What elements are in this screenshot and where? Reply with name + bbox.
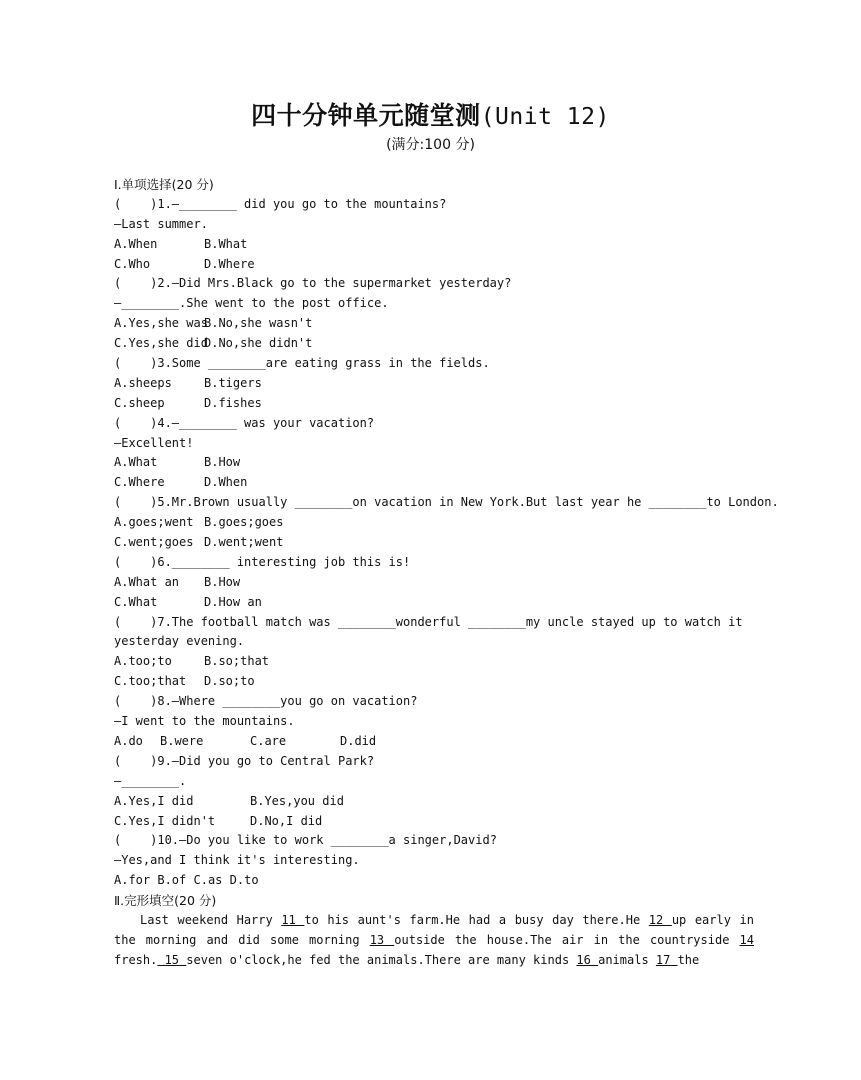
question-10 — [114, 831, 754, 851]
cloze-blank-11: 11 — [281, 912, 305, 927]
title-unit: (Unit 12) — [480, 104, 610, 130]
option-d: D.went;went — [204, 535, 284, 550]
question-number: ( )6. — [114, 554, 172, 569]
cloze-blank-13: 13 — [369, 932, 395, 947]
options-row — [114, 394, 754, 414]
reply-text: .She went to the post office. — [179, 296, 389, 311]
option-b: B.so;that — [204, 654, 270, 669]
option-d: D.so;to — [204, 674, 255, 689]
option-b: B.of — [157, 873, 187, 888]
question-5 — [114, 493, 779, 513]
options-row — [114, 374, 754, 394]
option-c: C.Yes,I didn't — [114, 813, 216, 828]
options-row — [114, 235, 754, 255]
options-row — [114, 593, 754, 613]
option-b: B.Yes,you did — [250, 793, 344, 808]
option-a: A.for — [114, 873, 151, 888]
page-subtitle: (满分:100 分) — [386, 137, 475, 153]
cloze-blank-17: 17 — [655, 952, 678, 967]
option-d: D.Where — [204, 256, 255, 271]
option-a: A.do — [114, 733, 143, 748]
passage-text: animals — [598, 952, 656, 967]
options-row — [114, 255, 754, 275]
option-d: D.How an — [204, 594, 262, 609]
options-row — [114, 513, 754, 533]
passage-text: to his aunt's farm.He had a busy day there.He — [304, 912, 649, 927]
option-d: D.to — [229, 873, 259, 888]
options-row — [114, 672, 754, 692]
passage-text: Last weekend Harry — [140, 912, 282, 927]
answer-blank: ________ — [337, 614, 396, 629]
options-row — [114, 314, 754, 334]
question-2: ( )2.—Did Mrs.Black go to the supermarket yesterday? — [114, 276, 512, 291]
option-c: C.are — [250, 733, 287, 748]
answer-blank: ________ — [294, 495, 353, 510]
options-row — [114, 473, 754, 493]
question-text: was your vacation? — [236, 415, 375, 430]
options-row — [114, 453, 754, 473]
answer-blank: ________ — [179, 196, 237, 211]
reply-line — [114, 294, 754, 314]
passage-text: fresh. — [114, 952, 158, 967]
reply-dash: — — [114, 296, 122, 311]
answer-blank: ________ — [468, 614, 526, 629]
reply-dash: — — [114, 773, 122, 788]
option-b: B.What — [204, 236, 248, 251]
option-c: C.Yes,she did — [114, 336, 208, 351]
question-text: on vacation in New York.But last year he — [352, 495, 649, 510]
reply-line: —I went to the mountains. — [114, 714, 295, 729]
page-title — [0, 96, 861, 132]
answer-blank: ________ — [330, 833, 389, 848]
question-number: ( )8.—Where — [114, 694, 223, 709]
option-a: A.Yes,she was — [114, 316, 208, 331]
options-row — [114, 812, 754, 832]
section-heading: Ⅱ.完形填空(20 分) — [114, 893, 217, 909]
answer-blank: ________ — [171, 554, 230, 569]
options-row — [114, 652, 754, 672]
option-d: D.fishes — [204, 395, 262, 410]
question-content — [114, 175, 779, 971]
question-text: my uncle stayed up to watch it — [525, 614, 743, 629]
answer-blank: ________ — [179, 415, 237, 430]
option-b: B.No,she wasn't — [204, 316, 313, 331]
passage-text: outside the house.The air in the countryside — [394, 932, 740, 947]
question-text: did you go to the mountains? — [236, 196, 447, 211]
option-a: A.What an — [114, 574, 180, 589]
option-a: A.sheeps — [114, 375, 172, 390]
question-number: ( )10.—Do you like to work — [114, 833, 331, 848]
cloze-blank-15: 15 — [157, 952, 187, 967]
question-7 — [114, 613, 754, 633]
option-c: C.too;that — [114, 674, 187, 689]
option-d: D.did — [340, 733, 377, 748]
answer-blank: ________ — [207, 356, 266, 371]
option-c: C.Where — [114, 475, 165, 490]
reply-text: . — [179, 773, 187, 788]
question-9: ( )9.—Did you go to Central Park? — [114, 753, 375, 768]
question-continuation: yesterday evening. — [114, 634, 245, 649]
question-1 — [114, 195, 754, 215]
option-b: B.goes;goes — [204, 515, 284, 530]
passage-text: seven o'clock,he fed the animals.There are many kinds — [186, 952, 577, 967]
reply-line — [114, 772, 754, 792]
option-b: B.were — [160, 733, 204, 748]
question-4 — [114, 414, 754, 434]
answer-blank: ________ — [121, 296, 180, 311]
question-number: ( )4.— — [114, 415, 180, 430]
option-c: C.What — [114, 594, 158, 609]
option-d: D.No,I did — [250, 813, 323, 828]
options-row — [114, 732, 754, 752]
option-a: A.What — [114, 455, 158, 470]
question-text: interesting job this is! — [229, 554, 411, 569]
question-number: ( )5.Mr.Brown usually — [114, 495, 295, 510]
option-b: B.How — [204, 574, 241, 589]
answer-blank: ________ — [222, 694, 281, 709]
question-text: a singer,David? — [388, 833, 497, 848]
option-d: D.When — [204, 475, 248, 490]
question-number: ( )1.— — [114, 196, 180, 211]
cloze-passage — [114, 911, 754, 971]
option-a: A.too;to — [114, 654, 172, 669]
answer-blank: ________ — [648, 495, 707, 510]
section-heading: Ⅰ.单项选择(20 分) — [114, 177, 214, 192]
cloze-blank-14: 14 — [739, 932, 754, 947]
cloze-blank-12: 12 — [648, 912, 672, 927]
question-text: you go on vacation? — [280, 694, 418, 709]
option-a: A.When — [114, 236, 158, 251]
question-text: are eating grass in the fields. — [265, 356, 490, 371]
option-a: A.goes;went — [114, 515, 194, 530]
reply-line: —Yes,and I think it's interesting. — [114, 853, 360, 868]
option-b: B.tigers — [204, 375, 262, 390]
option-c: C.sheep — [114, 395, 165, 410]
options-row — [114, 871, 754, 891]
option-c: C.Who — [114, 256, 151, 271]
cloze-blank-16: 16 — [576, 952, 599, 967]
option-b: B.How — [204, 455, 241, 470]
question-number: ( )7.The football match was — [114, 614, 338, 629]
options-row — [114, 334, 754, 354]
options-row — [114, 573, 754, 593]
options-row — [114, 533, 754, 553]
question-8 — [114, 692, 754, 712]
reply-line: —Excellent! — [114, 435, 194, 450]
question-text: to London. — [706, 495, 779, 510]
option-c: C.as — [193, 873, 223, 888]
question-text: wonderful — [395, 614, 469, 629]
option-c: C.went;goes — [114, 535, 194, 550]
option-a: A.Yes,I did — [114, 793, 194, 808]
passage-text: up early in the morning and did some morning — [114, 912, 754, 947]
question-3 — [114, 354, 754, 374]
question-6 — [114, 553, 754, 573]
answer-blank: ________ — [121, 773, 180, 788]
options-row — [114, 792, 754, 812]
title-chinese: 四十分钟单元随堂测 — [251, 101, 481, 130]
passage-text: the — [677, 952, 700, 967]
option-d: D.No,she didn't — [204, 336, 313, 351]
reply-line: —Last summer. — [114, 216, 208, 231]
question-number: ( )3.Some — [114, 356, 208, 371]
